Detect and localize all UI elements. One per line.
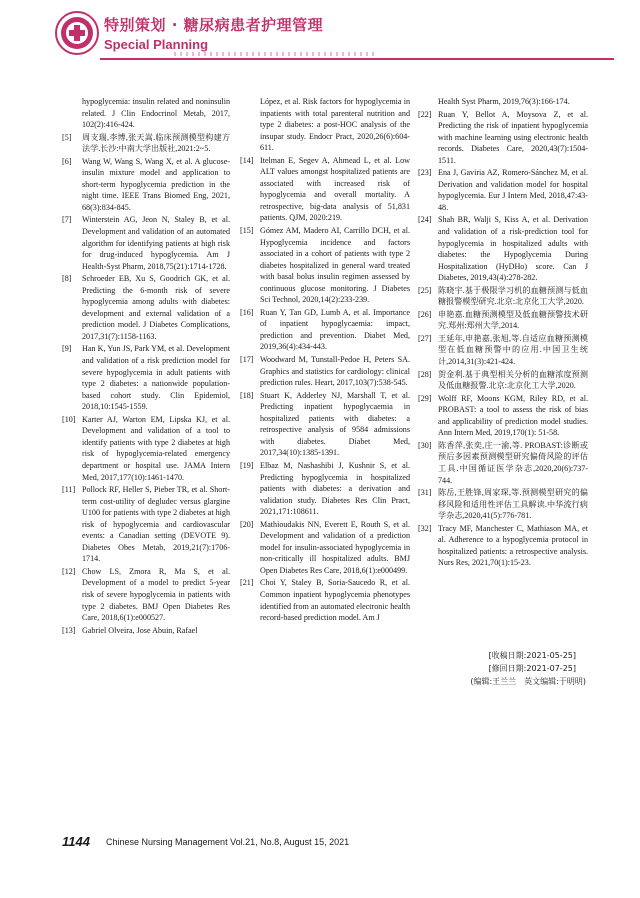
section-subtitle: Special Planning xyxy=(104,37,209,52)
reference-item: [26] 申艳嘉.血糖预测模型及低血糖预警技术研究.郑州:郑州大学,2014. xyxy=(418,309,588,331)
reference-item: [10] Karter AJ, Warton EM, Lipska KJ, et al. Development and validation of a tool to identify patients with type 2 diabetes at high risk of hypoglycemia-related emergency department or hospital use. JAMA Intern Med, 2017,177(10):1461-1470. xyxy=(62,414,230,482)
reference-column-1 xyxy=(62,96,230,637)
reference-item: [25] 陈晓宇.基于极限学习机的血糖预测与低血糖报警模型研究.北京:北京化工大学,2020. xyxy=(418,285,588,307)
reference-item: [24] Shah BR, Walji S, Kiss A, et al. Derivation and validation of a risk-prediction tool for hypoglycemia in hospitalized adults with diabetes: the Hypoglycemia During Hospitalization (HyDHo) score. Can J Diabetes, 2019,43(4):278-282. xyxy=(418,215,588,283)
revised-date: [修回日期:2021-07-25] xyxy=(488,664,576,673)
header-rule xyxy=(100,58,614,60)
editor-credit: (编辑:王兰兰 英文编辑:于明明) xyxy=(470,677,586,686)
page-footer xyxy=(62,836,602,852)
reference-item: [11] Pollock RF, Heller S, Pieber TR, et al. Short-term cost-utility of degludec versus glargine U100 for patients with type 2 diabetes at high risk of hypoglycemia and cardiovascular events: a Canadian setting (DEVOTE 9). Diabetes Obes Metab, 2019,21(7):1706-1714. xyxy=(62,485,230,564)
reference-column-3 xyxy=(418,96,588,570)
reference-item: López, et al. Risk factors for hypoglycemia in inpatients with total parenteral nutrition and type 2 diabetes: a post-HOC analysis of the insupar study. Endocr Pract, 2020,26(6):604-611. xyxy=(260,97,410,153)
reference-item: [8] Schroeder EB, Xu S, Goodrich GK, et al. Predicting the 6-month risk of severe hypoglycemia among adults with diabetes: development and external validation of a prediction model. J Diabetes Complications, 2017,31(7):1158-1163. xyxy=(62,274,230,341)
article-dates xyxy=(418,649,588,688)
reference-item: [27] 王延年,申艳嘉,张旭,等.自适应血糖预测模型在低血糖预警中的应用.中国卫生统计,2014,31(3):421-424. xyxy=(418,333,588,367)
journal-info: Chinese Nursing Management Vol.21, No.8, August 15, 2021 xyxy=(106,837,350,847)
reference-item: [30] 陈香萍,张奕,庄一渝,等. PROBAST:诊断或预后多因素预测模型研究偏倚风险的评估工具.中国循证医学杂志,2020,20(6):737-744. xyxy=(418,440,588,485)
reference-item: [19] Elbaz M, Nashashibi J, Kushnir S, et al. Predicting hypoglycemia in hospitalized patients with diabetes: a derivation and validation study. Diabetes Res Clin Pract, 2021,171:108611. xyxy=(240,460,410,517)
reference-item: [18] Stuart K, Adderley NJ, Marshall T, et al. Predicting inpatient hypoglycaemia in hospitalized patients with diabetes: a retrospective analysis of 9584 admissions with diabetes. Diabet Med, 2017,34(10):1385-1391. xyxy=(240,390,410,458)
page-header xyxy=(54,8,614,78)
reference-item: [20] Mathioudakis NN, Everett E, Routh S, et al. Development and validation of a prediction model for insulin-associated hypoglycemia in non-critically ill hospitalized adults. BMJ Open Diabetes Res Care, 2018,6(1):e000499. xyxy=(240,519,410,575)
reference-item: [16] Ruan Y, Tan GD, Lumb A, et al. Importance of inpatient hypoglycaemia: impact, prediction and prevention. Diabet Med, 2019,36(4):434-443. xyxy=(240,307,410,352)
reference-item: [29] Wolff RF, Moons KGM, Riley RD, et al. PROBAST: a tool to assess the risk of bias and applicability of prediction model studies. Ann Intern Med, 2019,170(1): 51-58. xyxy=(418,393,588,438)
reference-item: [23] Ena J, Gaviria AZ, Romero-Sánchez M, et al. Derivation and validation model for hospital hypoglycemia. Eur J Intern Med, 2018,47:43-48. xyxy=(418,168,588,212)
reference-item: [15] Gómez AM, Madero AI, Carrillo DCH, et al. Hypoglycemia incidence and factors associated in a cohort of patients with type 2 diabetes hospitalized in general ward treated with basal bolus insulin regimen assessed by continuous glucose monitoring. J Diabetes Sci Technol, 2020,14(2):233-239. xyxy=(240,226,410,305)
reference-item: [7] Winterstein AG, Jeon N, Staley B, et al. Development and validation of an automated algorithm for identifying patients at high risk for drug-induced hypoglycemia. Am J Health-Syst Pharm, 2018,75(21):1714-1728. xyxy=(62,215,230,271)
section-title: 特别策划 · 糖尿病患者护理管理 xyxy=(104,16,324,34)
reference-item: [9] Han K, Yun JS, Park YM, et al. Development and validation of a risk prediction model for severe hypoglycemia in adult patients with type 2 diabetes: a nationwide population-based cohort study. Clin Epidemiol, 2018,10:1545-1559. xyxy=(62,344,230,412)
reference-item: [31] 陈岳,王胜锋,周家琛,等.预测模型研究的偏移风险和适用性评估工具解读.中华流行病学杂志,2020,41(5):776-781. xyxy=(418,488,588,521)
header-decoration xyxy=(174,52,374,56)
reference-item: Health Syst Pharm, 2019,76(3):166-174. xyxy=(438,97,570,106)
reference-item: [5] 周支瑞,李博,张天嵩.临床预测模型构建方法学.长沙:中南大学出版社,2021:2~5. xyxy=(62,132,230,154)
reference-item: [6] Wang W, Wang S, Wang X, et al. A glucose-insulin mixture model and application to short-term hypoglycemia prediction in the night time. IEEE Trans Biomed Eng, 2021, 68(3):834-845. xyxy=(62,156,230,212)
reference-item: [12] Chow LS, Zmora R, Ma S, et al. Development of a model to predict 5-year risk of severe hypoglycemia in patients with type 2 diabetes. BMJ Open Diabetes Res Care, 2018,6(1):e000527. xyxy=(62,566,230,623)
reference-item: [17] Woodward M, Tunstall-Pedoe H, Peters SA. Graphics and statistics for cardiology: clinical prediction rules. Heart, 2017,103(7):538-545. xyxy=(240,355,410,388)
reference-item: [21] Choi Y, Staley B, Soria-Saucedo R, et al. Common inpatient hypoglycemia phenotypes identified from an automated electronic health record-based prediction model. Am J xyxy=(240,578,410,623)
reference-item: [28] 贺金利.基于典型相关分析的血糖浓度预测及低血糖报警.北京:北京化工大学,2020. xyxy=(418,369,588,391)
reference-item: [13] Gabriel Olveira, Jose Abuin, Rafael xyxy=(62,625,198,635)
journal-logo-icon xyxy=(54,10,100,56)
received-date: [收稿日期:2021-05-25] xyxy=(488,651,576,660)
page-number: 1144 xyxy=(62,834,90,849)
reference-item: [22] Ruan Y, Bellot A, Moysova Z, et al. Predicting the risk of inpatient hypoglycemia with machine learning using electronic health records. Diabetes Care, 2020,43(7):1504-1511. xyxy=(418,109,588,165)
reference-item: hypoglycemia: insulin related and noninsulin related. J Clin Endocrinol Metab, 2017, 102(2):416-424. xyxy=(82,97,230,130)
reference-item: [14] Itelman E, Segev A, Ahmead L, et al. Low ALT values amongst hospitalized patients are associated with increased risk of hypoglycemia and overall mortality. A retrospective, big-data analysis of 51,831 patients. QJM, 2020:219. xyxy=(240,155,410,223)
reference-item: [32] Tracy MF, Manchester C, Mathiason MA, et al. Adherence to a hypoglycemia protocol in hospitalized patients: a retrospective analysis. Nurs Res, 2021,70(1):15-23. xyxy=(418,523,588,568)
reference-column-2 xyxy=(240,96,410,625)
